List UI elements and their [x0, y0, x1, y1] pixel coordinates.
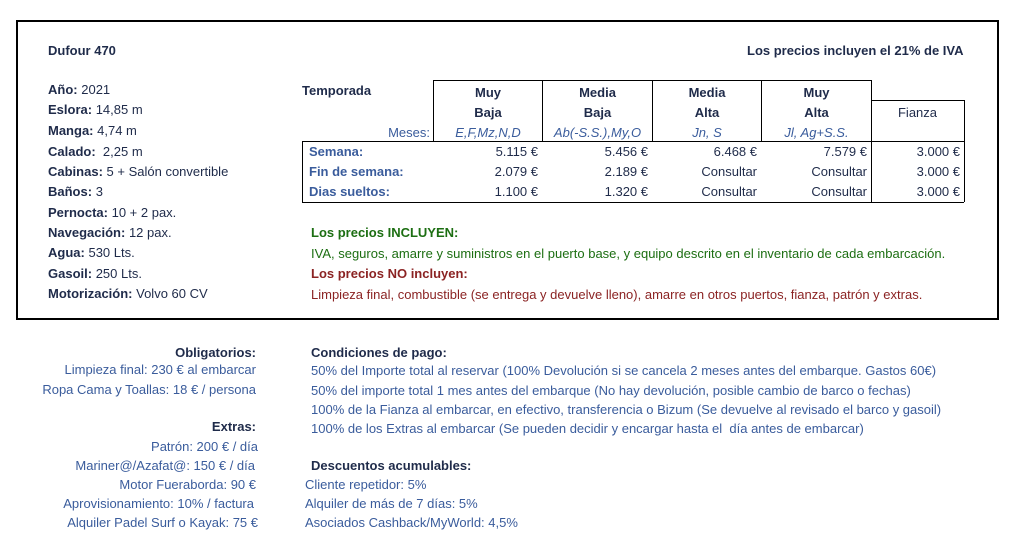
discount-item: Cliente repetidor: 5% — [305, 477, 427, 492]
price-cell: 7.579 € — [823, 144, 867, 159]
mandatory-item: Ropa Cama y Toallas: 18 € / persona — [42, 382, 256, 397]
spec-baths: Baños: 3 — [48, 184, 103, 199]
boat-name: Dufour 470 — [48, 43, 116, 58]
extras-item: Alquiler Padel Surf o Kayak: 75 € — [67, 515, 258, 530]
includes-title: Los precios INCLUYEN: — [311, 225, 459, 240]
discount-item: Asociados Cashback/MyWorld: 4,5% — [305, 515, 518, 530]
extras-title: Extras: — [211, 419, 256, 434]
excludes-title: Los precios NO incluyen: — [311, 266, 468, 281]
spec-cabins: Cabinas: 5 + Salón convertible — [48, 164, 229, 179]
col-muy-alta-line1: Muy — [803, 85, 830, 100]
price-cell: 2.079 € — [494, 164, 538, 179]
payment-title: Condiciones de pago: — [311, 345, 447, 360]
discounts-title: Descuentos acumulables: — [311, 458, 472, 473]
spec-navigation: Navegación: 12 pax. — [48, 225, 172, 240]
deposit-cell: 3.000 € — [916, 164, 960, 179]
row-weekend-label: Fin de semana: — [309, 164, 404, 179]
price-cell: 5.456 € — [604, 144, 648, 159]
col-muy-baja-months: E,F,Mz,N,D — [455, 125, 521, 140]
spec-year: Año: 2021 — [48, 82, 111, 97]
deposit-cell: 3.000 € — [916, 144, 960, 159]
price-cell: 1.100 € — [494, 184, 538, 199]
extras-item: Mariner@/Azafat@: 150 € / día — [75, 458, 255, 473]
spec-water: Agua: 530 Lts. — [48, 245, 135, 260]
spec-fuel: Gasoil: 250 Lts. — [48, 266, 142, 281]
extras-item: Aprovisionamiento: 10% / factura — [63, 496, 254, 511]
deposit-cell: 3.000 € — [916, 184, 960, 199]
col-media-alta-line2: Alta — [694, 105, 720, 120]
spec-draft: Calado: 2,25 m — [48, 144, 143, 159]
months-label: Meses: — [388, 125, 430, 140]
price-cell: 2.189 € — [604, 164, 648, 179]
payment-item: 100% de los Extras al embarcar (Se pueden decidir y encargar hasta el día antes de embarcar) — [311, 421, 864, 436]
col-muy-baja-line2: Baja — [474, 105, 502, 120]
payment-item: 100% de la Fianza al embarcar, en efectivo, transferencia o Bizum (Se devuelve al revisado el barco y gasoil) — [311, 402, 942, 417]
col-muy-alta-months: Jl, Ag+S.S. — [784, 125, 849, 140]
price-cell: Consultar — [811, 164, 867, 179]
col-media-baja-months: Ab(-S.S.),My,O — [553, 125, 642, 140]
row-week-label: Semana: — [309, 144, 364, 159]
payment-item: 50% del Importe total al reservar (100% Devolución si se cancela 2 meses antes del embarque. Gastos 60€) — [311, 363, 937, 378]
spec-engine: Motorización: Volvo 60 CV — [48, 286, 208, 301]
col-muy-baja-line1: Muy — [475, 85, 501, 100]
price-cell: Consultar — [701, 164, 757, 179]
includes-text: IVA, seguros, amarre y suministros en el puerto base, y equipo descrito en el inventario de cada embarcación. — [311, 246, 946, 261]
discount-item: Alquiler de más de 7 días: 5% — [305, 496, 478, 511]
payment-item: 50% del importe total 1 mes antes del embarque (No hay devolución, posible cambio de barco o fechas) — [311, 383, 911, 398]
excludes-text: Limpieza final, combustible (se entrega y devuelve lleno), amarre en otros puertos, fianza, patrón y extras. — [311, 287, 923, 302]
season-label: Temporada — [302, 83, 372, 98]
price-cell: Consultar — [701, 184, 757, 199]
extras-item: Motor Fueraborda: 90 € — [119, 477, 256, 492]
vat-note: Los precios incluyen el 21% de IVA — [747, 43, 964, 58]
price-cell: 5.115 € — [495, 144, 538, 159]
spec-sleeps: Pernocta: 10 + 2 pax. — [48, 205, 177, 220]
mandatory-item: Limpieza final: 230 € al embarcar — [64, 362, 256, 377]
spec-length: Eslora: 14,85 m — [48, 102, 143, 117]
extras-item: Patrón: 200 € / día — [151, 439, 258, 454]
price-cell: 1.320 € — [604, 184, 648, 199]
row-days-label: Dias sueltos: — [309, 184, 390, 199]
mandatory-title: Obligatorios: — [175, 345, 256, 360]
price-cell: 6.468 € — [713, 144, 757, 159]
col-muy-alta-line2: Alta — [804, 105, 829, 120]
col-media-alta-months: Jn, S — [692, 125, 722, 140]
col-media-alta-line1: Media — [688, 85, 726, 100]
deposit-header: Fianza — [897, 105, 938, 120]
col-media-baja-line1: Media — [579, 85, 616, 100]
col-media-baja-line2: Baja — [583, 105, 612, 120]
price-cell: Consultar — [811, 184, 867, 199]
spec-beam: Manga: 4,74 m — [48, 123, 137, 138]
